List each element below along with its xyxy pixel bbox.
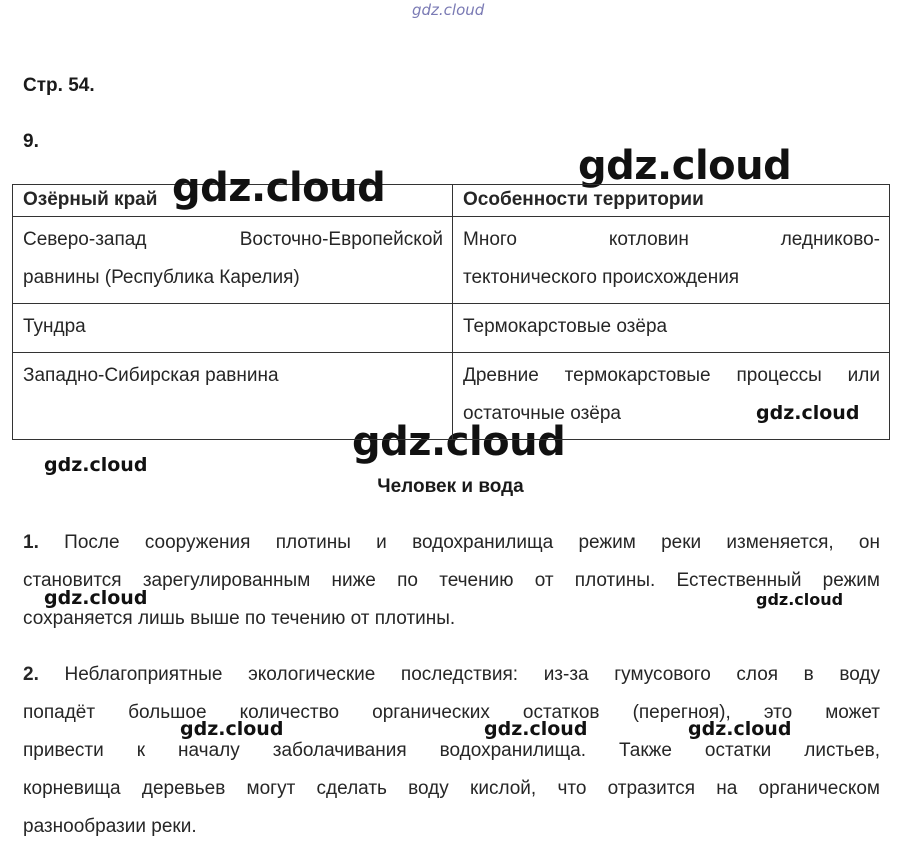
table-cell	[13, 353, 453, 440]
watermark-small: gdz.cloud	[756, 402, 860, 424]
paragraph-line: корневища деревьев могут сделать воду кислой, что отразится на органическом	[23, 778, 880, 799]
section-title: Человек и вода	[377, 476, 524, 497]
table-cell	[13, 304, 453, 353]
watermark-small: gdz.cloud	[44, 454, 148, 476]
paragraph-line: разнообразии реки.	[23, 816, 197, 837]
watermark-top: gdz.cloud	[412, 1, 485, 19]
task-number: 9.	[23, 131, 39, 152]
answer-paragraph	[23, 524, 880, 638]
table-header-row	[13, 185, 890, 217]
lakes-table	[12, 184, 890, 440]
answer-paragraph	[23, 656, 880, 846]
watermark-small: gdz.cloud	[484, 718, 588, 740]
cell-text: Западно-Сибирская равнина	[23, 365, 279, 386]
answer-number: 2.	[23, 664, 39, 685]
line-text: После сооружения плотины и водохранилища режим реки изменяется, он	[64, 532, 880, 553]
paragraph-line: привести к началу заболачивания водохранилища. Также остатки листьев,	[23, 740, 880, 761]
watermark-small: gdz.cloud	[180, 718, 284, 740]
cell-text: Северо-запад Восточно-Европейской	[23, 229, 443, 250]
page-heading: Стр. 54.	[23, 75, 95, 96]
cell-text: остаточные озёра	[463, 403, 622, 424]
cell-text: Много котловин ледниково-	[463, 229, 880, 250]
table-cell	[453, 304, 890, 353]
table-row	[13, 353, 890, 440]
table-cell	[13, 217, 453, 304]
paragraph-line: сохраняется лишь выше по течению от плотины.	[23, 608, 456, 629]
line-text: Неблагоприятные экологические последствия: из-за гумусового слоя в воду	[64, 664, 880, 685]
watermark-small: gdz.cloud	[44, 587, 148, 609]
table-row	[13, 217, 890, 304]
table-header-cell: Озёрный край	[13, 185, 453, 217]
table-cell	[453, 217, 890, 304]
table-header-cell: Особенности территории	[453, 185, 890, 217]
paragraph-line: становится зарегулированным ниже по течению от плотины. Естественный режим	[23, 570, 880, 591]
table-row	[13, 304, 890, 353]
paragraph-line: попадёт большое количество органических остатков (перегноя), это может	[23, 702, 880, 723]
watermark-large: gdz.cloud	[172, 165, 386, 211]
cell-text: Древние термокарстовые процессы или	[463, 365, 880, 386]
watermark-small: gdz.cloud	[688, 718, 792, 740]
paragraph-line	[23, 656, 880, 694]
cell-text: Тундра	[23, 316, 86, 337]
watermark-small: gdz.cloud	[756, 590, 844, 609]
cell-text: тектонического происхождения	[463, 267, 740, 288]
cell-text: равнины (Республика Карелия)	[23, 267, 300, 288]
watermark-large: gdz.cloud	[578, 143, 792, 189]
table-cell	[453, 353, 890, 440]
answer-number: 1.	[23, 532, 39, 553]
paragraph-line	[23, 524, 880, 562]
cell-text: Термокарстовые озёра	[463, 316, 668, 337]
watermark-large: gdz.cloud	[352, 419, 566, 465]
